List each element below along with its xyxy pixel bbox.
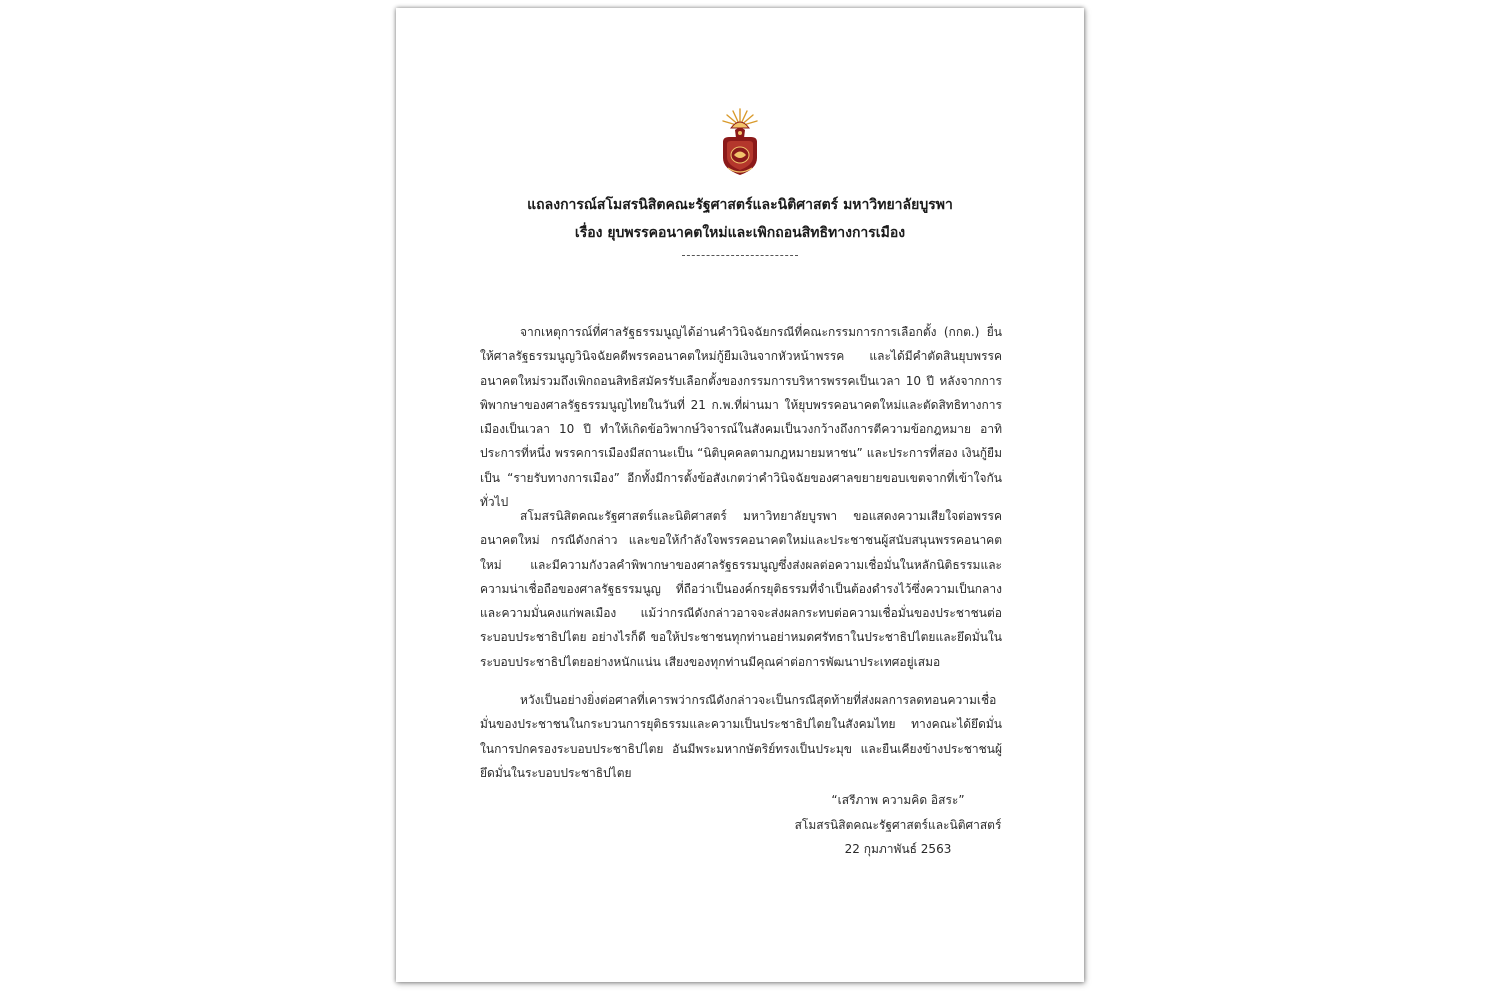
signature-date: 22 กุมภาพันธ์ 2563 bbox=[844, 842, 952, 856]
signature-motto: “เสรีภาพ ความคิด อิสระ” bbox=[831, 793, 965, 807]
university-seal-icon bbox=[716, 106, 764, 178]
document-page bbox=[396, 8, 1084, 982]
document-subject: เรื่อง ยุบพรรคอนาคตใหม่และเพิกถอนสิทธิทางการเมือง bbox=[574, 225, 906, 241]
document-title: แถลงการณ์สโมสรนิสิตคณะรัฐศาสตร์และนิติศาสตร์ มหาวิทยาลัยบูรพา bbox=[527, 197, 953, 213]
paragraph-2: สโมสรนิสิตคณะรัฐศาสตร์และนิติศาสตร์ มหาวิทยาลัยบูรพา ขอแสดงความเสียใจต่อพรรคอนาคตใหม่ กรณีดังกล่าว และขอให้กำลังใจพรรคอนาคตใหม่และประชาชนผู้สนับสนุนพรรคอนาคตใหม่ และมีความกังวลคำพิพากษาของศาลรัฐธรรมนูญซึ่งส่งผลต่อความเชื่อมั่นในหลักนิติธรรมและความน่าเชื่อถือของศาลรัฐธรรมนูญ ที่ถือว่าเป็นองค์กรยุติธรรมที่จำเป็นต้องดำรงไว้ซึ่งความเป็นกลางและความมั่นคงแก่พลเมือง แม้ว่ากรณีดังกล่าวอาจจะส่งผลกระทบต่อความเชื่อมั่นของประชาชนต่อระบอบประชาธิปไตย อย่างไรก็ดี ขอให้ประชาชนทุกท่านอย่าหมดศรัทธาในประชาธิปไตยและยึดมั่นในระบอบประชาธิปไตยอย่างหนักแน่น เสียงของทุกท่านมีคุณค่าต่อการพัฒนาประเทศอยู่เสมอ bbox=[480, 509, 1002, 669]
title-divider bbox=[682, 255, 798, 256]
paragraph-3: หวังเป็นอย่างยิ่งต่อศาลที่เคารพว่ากรณีดังกล่าวจะเป็นกรณีสุดท้ายที่ส่งผลการลดทอนความเชื่อมั่นของประชาชนในกระบวนการยุติธรรมและความเป็นประชาธิปไตยในสังคมไทย ทางคณะได้ยึดมั่นในการปกครองระบอบประชาธิปไตย อันมีพระมหากษัตริย์ทรงเป็นประมุข และยืนเคียงข้างประชาชนผู้ยึดมั่นในระบอบประชาธิปไตย bbox=[480, 693, 1002, 780]
signature-organization: สโมสรนิสิตคณะรัฐศาสตร์และนิติศาสตร์ bbox=[794, 818, 1002, 832]
paragraph-1: จากเหตุการณ์ที่ศาลรัฐธรรมนูญได้อ่านคำวินิจฉัยกรณีที่คณะกรรมการการเลือกตั้ง (กกต.) ยื่นให้ศาลรัฐธรรมนูญวินิจฉัยคดีพรรคอนาคตใหม่กู้ยืมเงินจากหัวหน้าพรรค และได้มีคำตัดสินยุบพรรคอนาคตใหม่รวมถึงเพิกถอนสิทธิสมัครรับเลือกตั้งของกรรมการบริหารพรรคเป็นเวลา 10 ปี หลังจากการพิพากษาของศาลรัฐธรรมนูญไทยในวันที่ 21 ก.พ.ที่ผ่านมา ให้ยุบพรรคอนาคตใหม่และตัดสิทธิทางการเมืองเป็นเวลา 10 ปี ทำให้เกิดข้อวิพากษ์วิจารณ์ในสังคมเป็นวงกว้างถึงการตีความข้อกฎหมาย อาทิ ประการที่หนึ่ง พรรคการเมืองมีสถานะเป็น “นิติบุคคลตามกฎหมายมหาชน” และประการที่สอง เงินกู้ยืมเป็น “รายรับทางการเมือง” อีกทั้งมีการตั้งข้อสังเกตว่าคำวินิจฉัยของศาลขยายขอบเขตจากที่เข้าใจกันทั่วไป bbox=[480, 325, 1002, 510]
